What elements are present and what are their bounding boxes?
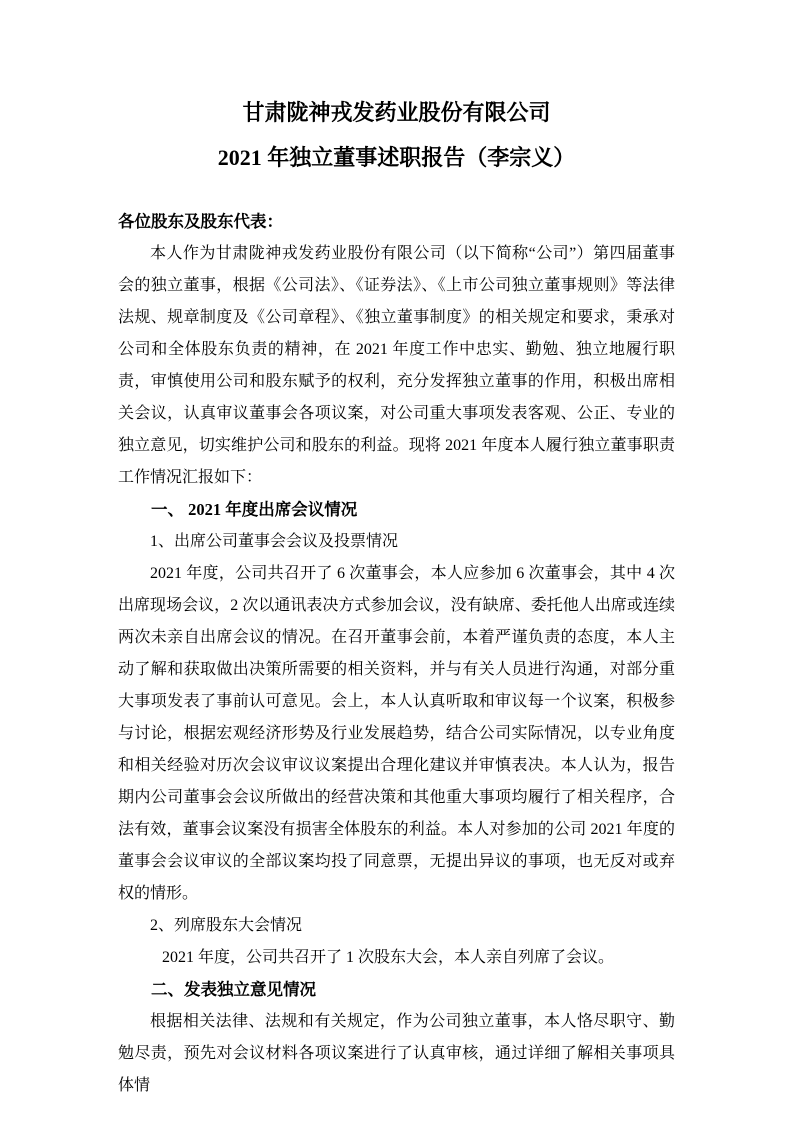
document-body — [118, 206, 675, 1102]
section-1-paragraph-1: 2021 年度，公司共召开了 6 次董事会，本人应参加 6 次董事会，其中 4 次出席现场会议，2 次以通讯表决方式参加会议，没有缺席、委托他人出席或连续两次未亲自出席会议的情况。在召开董事会前，本着严谨负责的态度，本人主动了解和获取做出决策所需要的相关资料，并与有关人员进行沟通，对部分重大事项发表了事前认可意见。会上，本人认真听取和审议每一个议案，积极参与讨论，根据宏观经济形势及行业发展趋势，结合公司实际情况，以专业角度和相关经验对历次会议审议议案提出合理化建议并审慎表决。本人认为，报告期内公司董事会会议所做出的经营决策和其他重大事项均履行了相关程序，合法有效，董事会议案没有损害全体股东的利益。本人对参加的公司 2021 年度的董事会会议审议的全部议案均投了同意票，无提出异议的事项，也无反对或弃权的情形。 — [118, 565, 675, 902]
section-2-paragraph: 根据相关法律、法规和有关规定，作为公司独立董事，本人恪尽职守、勤勉尽责，预先对会议材料各项议案进行了认真审核，通过详细了解相关事项具体情 — [118, 1013, 675, 1094]
section-1-heading: 一、 2021 年度出席会议情况 — [151, 500, 358, 519]
section-1-subheading-2: 2、列席股东大会情况 — [150, 917, 303, 934]
salutation: 各位股东及股东代表： — [118, 212, 283, 231]
section-2-heading: 二、发表独立意见情况 — [151, 980, 316, 999]
document-subtitle: 2021 年独立董事述职报告（李宗义） — [217, 145, 576, 170]
document-title: 甘肃陇神戎发药业股份有限公司 — [242, 100, 551, 125]
section-1-paragraph-2: 2021 年度，公司共召开了 1 次股东大会，本人亲自列席了会议。 — [162, 949, 615, 966]
section-1-subheading-1: 1、出席公司董事会会议及投票情况 — [150, 533, 399, 550]
intro-paragraph: 本人作为甘肃陇神戎发药业股份有限公司（以下简称“公司”）第四届董事会的独立董事，根据《公司法》、《证券法》、《上市公司独立董事规则》等法律法规、规章制度及《公司章程》、《独立董事制度》的相关规定和要求，秉承对公司和全体股东负责的精神，在 2021 年度工作中忠实、勤勉、独立地履行职责，审慎使用公司和股东赋予的权利，充分发挥独立董事的作用，积极出席相关会议，认真审议董事会各项议案，对公司重大事项发表客观、公正、专业的独立意见，切实维护公司和股东的利益。现将 2021 年度本人履行独立董事职责工作情况汇报如下： — [118, 245, 675, 486]
